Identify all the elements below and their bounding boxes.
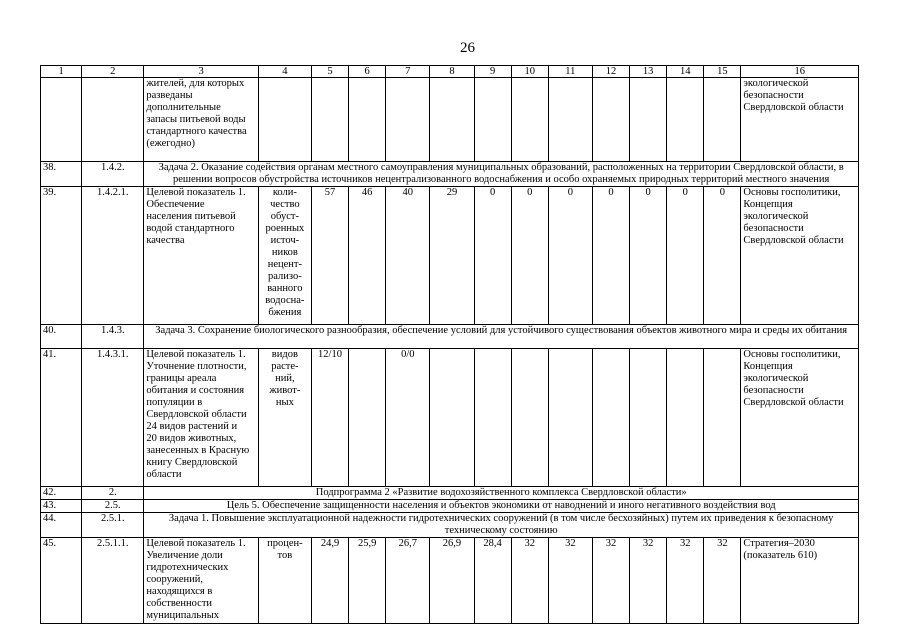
value-cell: 0 <box>548 187 592 325</box>
indicator-name: Целевой показатель 1. Уточнение плотности, границы ареала обитания и состояния популяции в Свердловской области 24 видов растений и 20 видов животных, занесенных в Красную книгу Свердловской области <box>144 349 258 487</box>
basis-cell: Стратегия–2030 (показатель 610) <box>741 538 859 624</box>
value-cell <box>511 349 548 487</box>
row-code: 1.4.2.1. <box>82 187 144 325</box>
goal-text: Цель 5. Обеспечение защищенности населения и объектов экономики от наводнений и иного негативного воздействия вод <box>144 500 859 513</box>
basis-cell: Основы госполитики, Концепция экологической безопасности Свердловской области <box>741 187 859 325</box>
value-cell: 28,4 <box>474 538 511 624</box>
row-number: 39. <box>41 187 82 325</box>
value-cell <box>548 349 592 487</box>
table-row <box>41 500 859 513</box>
col-num: 12 <box>592 66 629 78</box>
table-row <box>41 349 859 487</box>
basis-cell: Основы госполитики, Концепция экологической безопасности Свердловской области <box>741 349 859 487</box>
row-number: 38. <box>41 162 82 187</box>
col-num: 2 <box>82 66 144 78</box>
value-cell: 0 <box>667 187 704 325</box>
task-text: Задача 3. Сохранение биологического разнообразия, обеспечение условий для устойчивого существования объектов животного мира и среды их обитания <box>144 325 859 349</box>
column-number-row <box>41 66 859 78</box>
row-code: 2.5. <box>82 500 144 513</box>
value-cell: 40 <box>386 187 430 325</box>
col-num: 6 <box>349 66 386 78</box>
task-text: Задача 2. Оказание содействия органам местного самоуправления муниципальных образований, расположенных на территории Свердловской области, в решении вопросов обустройства источников нецентрализованного водоснабжения и особо охраняемых природных территорий местного значения <box>144 162 859 187</box>
col-num: 8 <box>430 66 474 78</box>
value-cell: 29 <box>430 187 474 325</box>
value-cell: 26,9 <box>430 538 474 624</box>
row-code: 1.4.3.1. <box>82 349 144 487</box>
table-row <box>41 487 859 500</box>
table-row <box>41 187 859 325</box>
row-code: 1.4.2. <box>82 162 144 187</box>
indicator-name: Целевой показатель 1. Обеспечение населения питьевой водой стандартного качества <box>144 187 258 325</box>
value-cell: 57 <box>311 187 348 325</box>
value-cell: 32 <box>511 538 548 624</box>
task-text: Задача 1. Повышение эксплуатационной надежности гидротехнических сооружений (в том числе бесхозяйных) путем их приведения к безопасному техническому состоянию <box>144 513 859 538</box>
value-cell: 24,9 <box>311 538 348 624</box>
col-num: 7 <box>386 66 430 78</box>
col-num: 15 <box>704 66 741 78</box>
value-cell <box>667 349 704 487</box>
value-cell: 0 <box>474 187 511 325</box>
table-row <box>41 78 859 162</box>
value-cell: 25,9 <box>349 538 386 624</box>
value-cell <box>592 349 629 487</box>
value-cell: 32 <box>548 538 592 624</box>
row-code: 2.5.1.1. <box>82 538 144 624</box>
col-num: 14 <box>667 66 704 78</box>
table-row <box>41 325 859 349</box>
col-num: 9 <box>474 66 511 78</box>
value-cell: 0 <box>592 187 629 325</box>
row-code: 1.4.3. <box>82 325 144 349</box>
value-cell: 0 <box>630 187 667 325</box>
value-cell <box>430 349 474 487</box>
value-cell: 46 <box>349 187 386 325</box>
row-number: 42. <box>41 487 82 500</box>
col-num: 13 <box>630 66 667 78</box>
indicator-name: Целевой показатель 1. Увеличение доли гидротехнических сооружений, находящихся в собственности муниципальных <box>144 538 258 624</box>
row-number: 45. <box>41 538 82 624</box>
table-row <box>41 538 859 624</box>
row-number: 43. <box>41 500 82 513</box>
value-cell: 32 <box>704 538 741 624</box>
basis-cell: экологической безопасности Свердловской области <box>741 78 859 162</box>
indicator-name: жителей, для которых разведаны дополнительные запасы питьевой воды стандартного качества (ежегодно) <box>144 78 258 162</box>
unit-cell: процен- тов <box>258 538 311 624</box>
row-number: 41. <box>41 349 82 487</box>
value-cell <box>630 349 667 487</box>
row-code: 2.5.1. <box>82 513 144 538</box>
unit-cell: видов расте- ний, живот- ных <box>258 349 311 487</box>
row-number: 40. <box>41 325 82 349</box>
value-cell: 32 <box>667 538 704 624</box>
table-row <box>41 162 859 187</box>
col-num: 10 <box>511 66 548 78</box>
col-num: 11 <box>548 66 592 78</box>
value-cell: 0 <box>511 187 548 325</box>
subprogram-text: Подпрограмма 2 «Развитие водохозяйственного комплекса Свердловской области» <box>144 487 859 500</box>
value-cell <box>704 349 741 487</box>
unit-cell: коли- чество обуст- роенных источ- ников нецент- рализо- ванного водосна- бжения <box>258 187 311 325</box>
indicators-table <box>40 65 859 624</box>
value-cell: 0 <box>704 187 741 325</box>
page-number: 26 <box>460 40 475 56</box>
table-row <box>41 513 859 538</box>
value-cell: 0/0 <box>386 349 430 487</box>
row-number: 44. <box>41 513 82 538</box>
value-cell <box>349 349 386 487</box>
value-cell <box>474 349 511 487</box>
value-cell: 32 <box>630 538 667 624</box>
value-cell: 12/10 <box>311 349 348 487</box>
col-num: 5 <box>311 66 348 78</box>
col-num: 4 <box>258 66 311 78</box>
col-num: 3 <box>144 66 258 78</box>
value-cell: 26,7 <box>386 538 430 624</box>
col-num: 16 <box>741 66 859 78</box>
value-cell: 32 <box>592 538 629 624</box>
row-code: 2. <box>82 487 144 500</box>
col-num: 1 <box>41 66 82 78</box>
